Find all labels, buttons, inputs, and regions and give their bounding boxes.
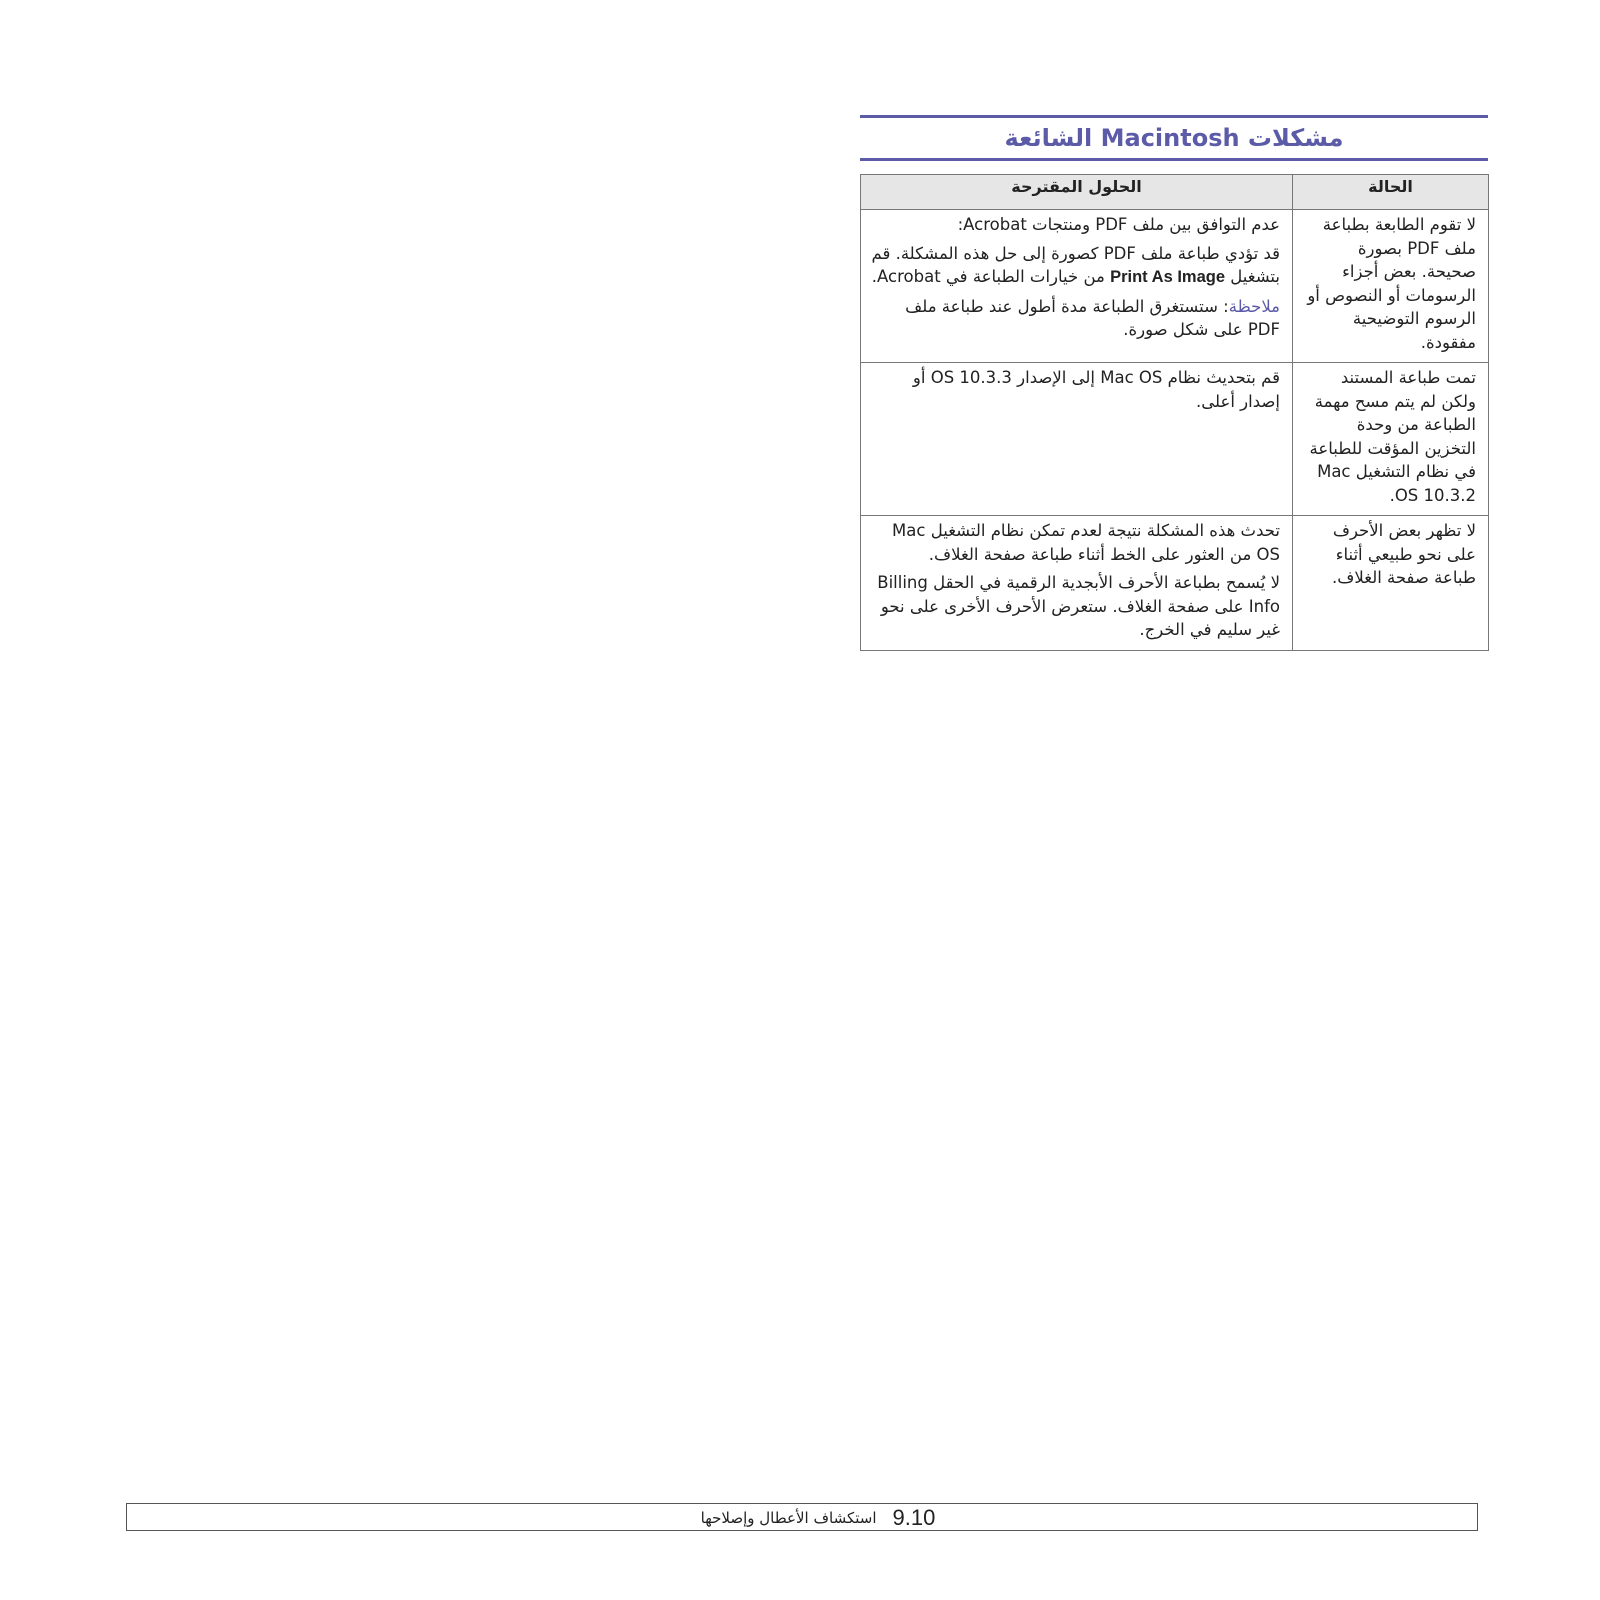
- section-title: مشكلات Macintosh الشائعة: [1004, 124, 1344, 152]
- section-title-bar: [860, 115, 1488, 161]
- table-row: [861, 363, 1489, 516]
- row-solution: [861, 210, 1293, 363]
- solution-paragraph: لا يُسمح بطباعة الأحرف الأبجدية الرقمية في الحقل Billing Info على صفحة الغلاف. ستعرض الأحرف الأخرى على نحو غير سليم في الخرج.: [877, 573, 1280, 639]
- troubleshooting-table: [860, 174, 1489, 651]
- solution-paragraph: [871, 242, 1280, 290]
- row-condition: تمت طباعة المستند ولكن لم يتم مسح مهمة الطباعة من وحدة التخزين المؤقت للطباعة في نظام التشغيل Mac OS 10.3.2.: [1293, 363, 1489, 516]
- note-label: ملاحظة: [1228, 296, 1280, 316]
- solution-text: من خيارات الطباعة في Acrobat.: [871, 267, 1105, 286]
- header-condition: الحالة: [1293, 175, 1489, 210]
- footer-section-label: استكشاف الأعطال وإصلاحها: [700, 1509, 877, 1527]
- solution-paragraph: قم بتحديث نظام Mac OS إلى الإصدار OS 10.3.3 أو إصدار أعلى.: [912, 368, 1280, 411]
- footer-content: [127, 1504, 1477, 1532]
- note-paragraph: [871, 295, 1280, 342]
- row-solution: [861, 363, 1293, 516]
- row-condition: لا تقوم الطابعة بطباعة ملف PDF بصورة صحيحة. بعض أجزاء الرسومات أو النصوص أو الرسوم التوضيحية مفقودة.: [1293, 210, 1489, 363]
- row-solution: [861, 516, 1293, 651]
- troubleshooting-section: [860, 115, 1488, 651]
- note-text: : ستستغرق الطباعة مدة أطول عند طباعة ملف PDF على شكل صورة.: [905, 296, 1280, 339]
- page-footer: [126, 1503, 1478, 1531]
- solution-paragraph: تحدث هذه المشكلة نتيجة لعدم تمكن نظام التشغيل Mac OS من العثور على الخط أثناء طباعة صفحة الغلاف.: [892, 521, 1280, 564]
- table-row: [861, 210, 1489, 363]
- header-solution: الحلول المقترحة: [861, 175, 1293, 210]
- solution-text: قد تؤدي طباعة ملف PDF كصورة إلى حل هذه المشكلة. قم بتشغيل: [871, 243, 1280, 286]
- print-as-image-term: Print As Image: [1110, 268, 1226, 286]
- table-row: [861, 516, 1489, 651]
- table-header-row: [861, 175, 1489, 210]
- page-number: 9.10: [892, 1505, 936, 1530]
- solution-paragraph: عدم التوافق بين ملف PDF ومنتجات Acrobat:: [957, 215, 1280, 234]
- row-condition: لا تظهر بعض الأحرف على نحو طبيعي أثناء طباعة صفحة الغلاف.: [1293, 516, 1489, 651]
